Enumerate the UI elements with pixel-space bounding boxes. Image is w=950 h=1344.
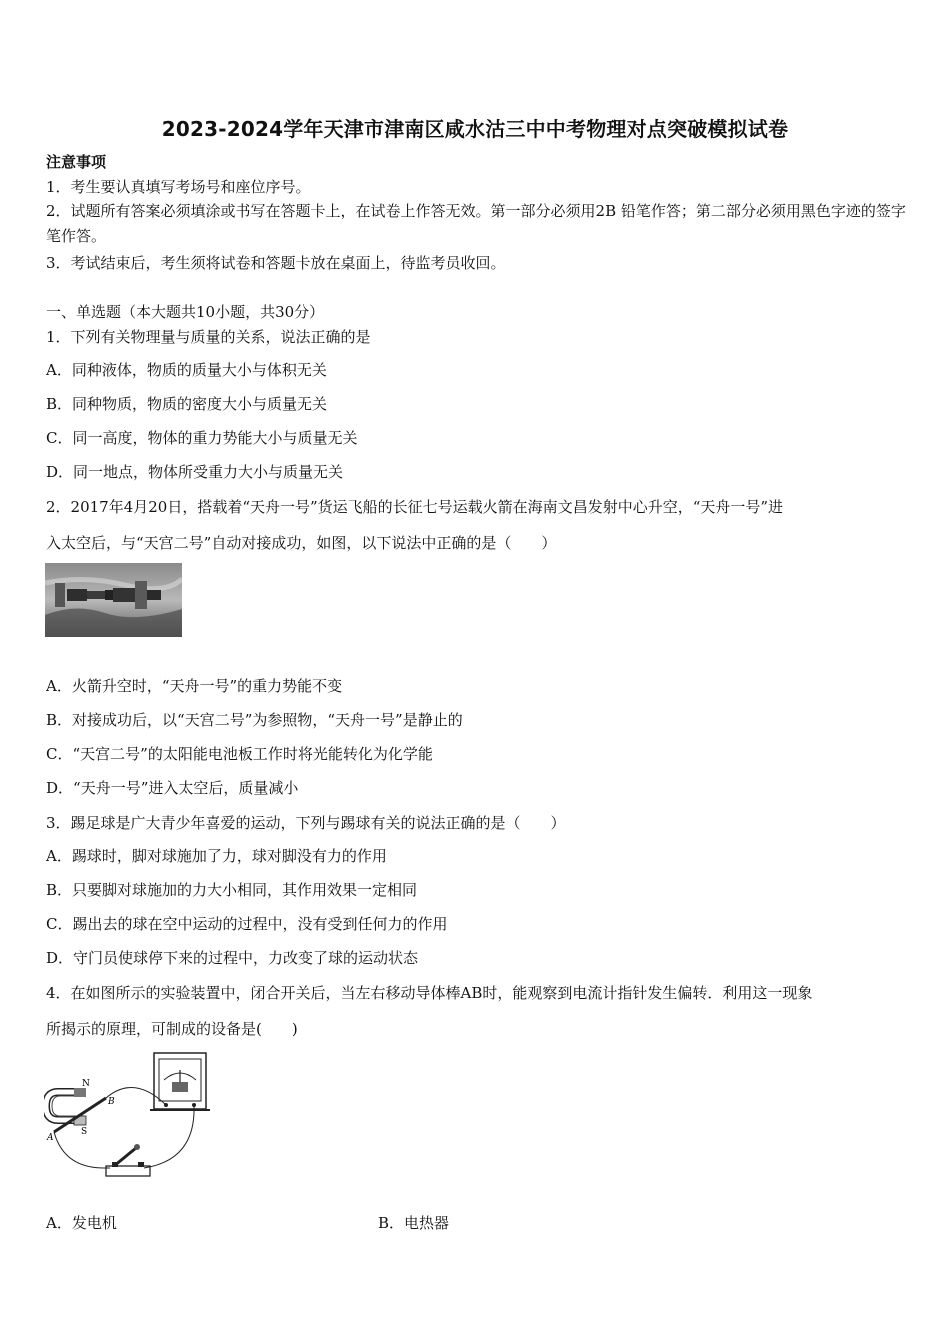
question-3-option-d: D．守门员使球停下来的过程中，力改变了球的运动状态 [46, 949, 419, 967]
spacecraft-docking-photo [45, 563, 182, 637]
galvanometer-icon [150, 1053, 210, 1110]
electromagnetic-induction-apparatus [44, 1050, 224, 1180]
question-3-option-c: C．踢出去的球在空中运动的过程中，没有受到任何力的作用 [46, 915, 448, 933]
horseshoe-magnet-icon [46, 1088, 86, 1125]
question-2-option-a: A．火箭升空时，“天舟一号”的重力势能不变 [46, 677, 343, 695]
notice-item-2: 2．试题所有答案必须填涂或书写在答题卡上，在试卷上作答无效。第一部分必须用2B 铅笔作答；第二部分必须用黑色字迹的签字笔作答。 [46, 202, 906, 245]
rod-end-b-label: B [108, 1097, 115, 1107]
question-2-stem-line-2: 入太空后，与“天宫二号”自动对接成功，如图，以下说法中正确的是（ ） [46, 534, 557, 552]
question-3-stem: 3．踢足球是广大青少年喜爱的运动，下列与踢球有关的说法正确的是（ ） [46, 814, 566, 832]
question-4-stem-line-1: 4．在如图所示的实验装置中，闭合开关后，当左右移动导体棒AB时，能观察到电流计指针发生偏转．利用这一现象 [46, 984, 813, 1002]
section-heading: 一、单选题（本大题共10小题，共30分） [46, 303, 325, 321]
notice-heading: 注意事项 [46, 153, 107, 171]
question-4-option-a: A．发电机 [46, 1214, 117, 1232]
question-1-stem: 1．下列有关物理量与质量的关系，说法正确的是 [46, 328, 371, 346]
question-1-option-b: B．同种物质，物质的密度大小与质量无关 [46, 395, 328, 413]
question-2-option-c: C．“天宫二号”的太阳能电池板工作时将光能转化为化学能 [46, 745, 433, 763]
magnet-n-label: N [82, 1079, 90, 1089]
question-3-option-b: B．只要脚对球施加的力大小相同，其作用效果一定相同 [46, 881, 418, 899]
question-4-option-b: B．电热器 [378, 1214, 450, 1232]
notice-item-3: 3．考试结束后，考生须将试卷和答题卡放在桌面上，待监考员收回。 [46, 254, 506, 272]
page-title: 2023-2024学年天津市津南区咸水沽三中中考物理对点突破模拟试卷 [161, 117, 789, 141]
question-4-stem-line-2: 所揭示的原理，可制成的设备是( ) [46, 1020, 298, 1038]
question-1-option-a: A．同种液体，物质的质量大小与体积无关 [46, 361, 327, 379]
notice-item-1: 1．考生要认真填写考场号和座位序号。 [46, 178, 311, 196]
rod-end-a-label: A [47, 1133, 54, 1143]
question-1-option-d: D．同一地点，物体所受重力大小与质量无关 [46, 463, 344, 481]
question-3-option-a: A．踢球时，脚对球施加了力，球对脚没有力的作用 [46, 847, 387, 865]
question-2-option-d: D．“天舟一号”进入太空后，质量减小 [46, 779, 299, 797]
question-2-stem-line-1: 2．2017年4月20日，搭载着“天舟一号”货运飞船的长征七号运载火箭在海南文昌发射中心升空，“天舟一号”进 [46, 498, 784, 516]
magnet-s-label: S [81, 1127, 88, 1137]
conductor-rod-ab [54, 1098, 106, 1132]
knife-switch-icon [106, 1144, 150, 1176]
question-2-option-b: B．对接成功后，以“天宫二号”为参照物，“天舟一号”是静止的 [46, 711, 463, 729]
question-1-option-c: C．同一高度，物体的重力势能大小与质量无关 [46, 429, 358, 447]
